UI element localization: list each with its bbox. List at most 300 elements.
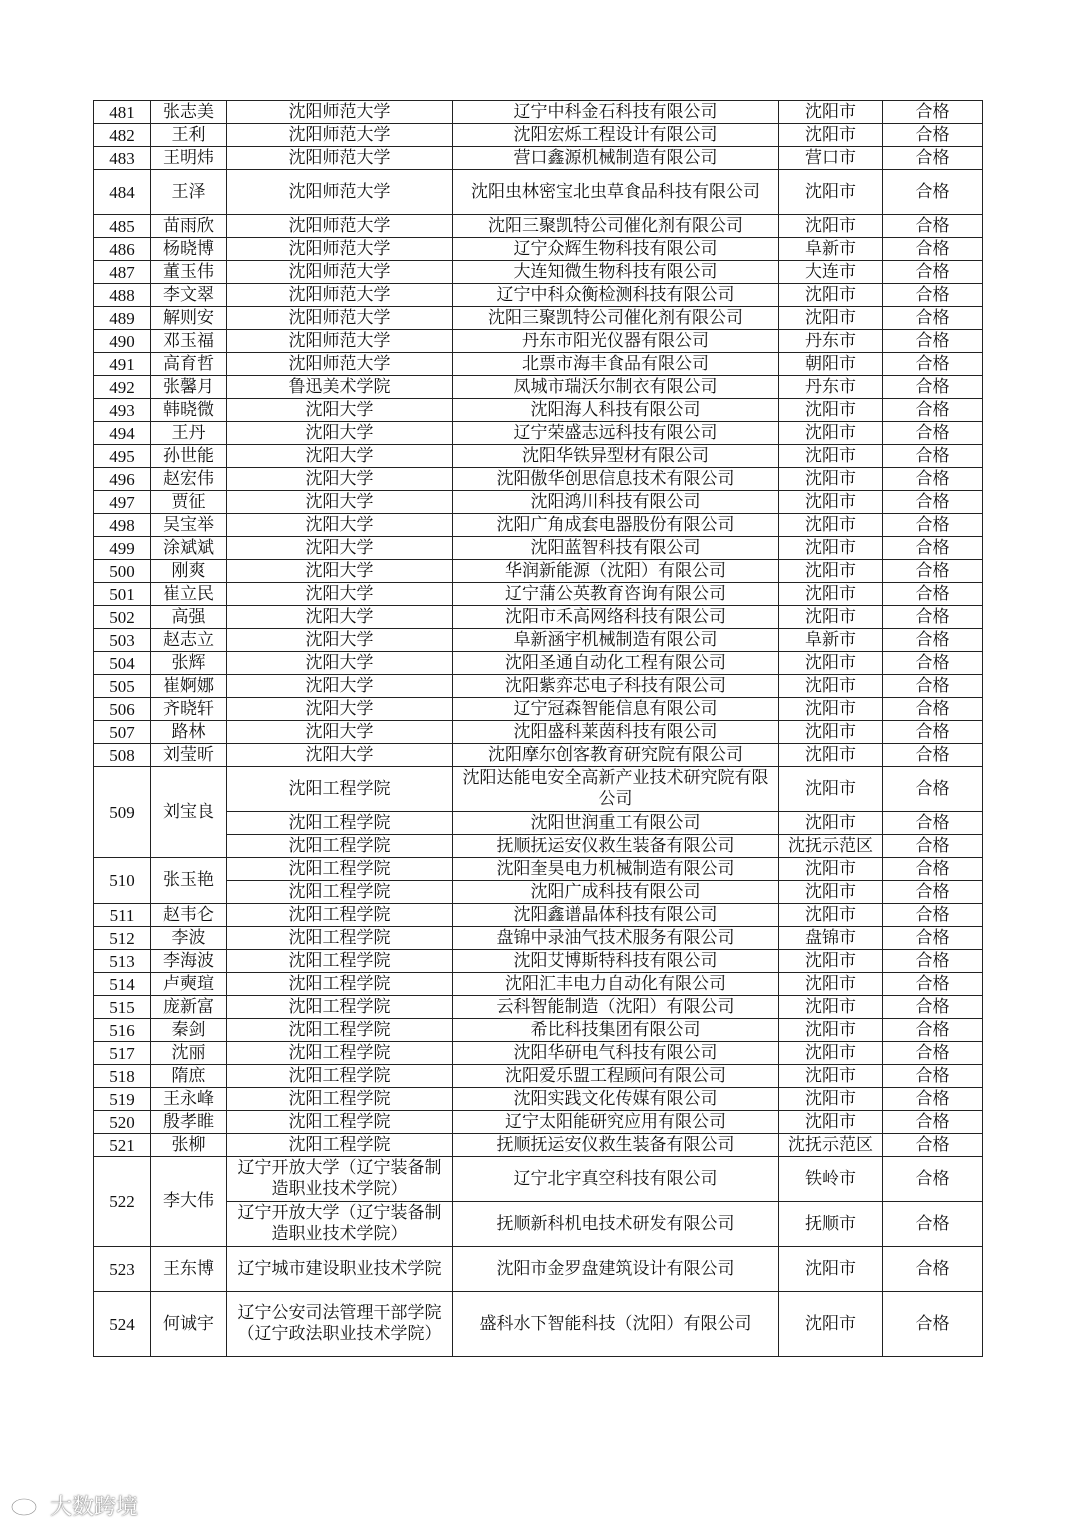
row-number: 524 [94,1292,151,1357]
person-name: 贾征 [151,491,227,514]
city-cell: 沈阳市 [779,904,883,927]
person-name: 王永峰 [151,1088,227,1111]
person-name: 刘莹昕 [151,744,227,767]
person-name: 李文翠 [151,284,227,307]
table-row [94,1019,983,1042]
city-cell: 沈阳市 [779,101,883,124]
result-cell: 合格 [883,858,983,881]
city-cell: 沈抚示范区 [779,1134,883,1157]
entry-523 [94,1247,983,1292]
table-row [94,767,983,812]
result-cell: 合格 [883,101,983,124]
city-cell: 沈阳市 [779,1019,883,1042]
company-cell: 盘锦中录油气技术服务有限公司 [453,927,779,950]
person-name: 何诚宇 [151,1292,227,1357]
city-cell: 沈阳市 [779,399,883,422]
company-cell: 大连知微生物科技有限公司 [453,261,779,284]
row-number: 501 [94,583,151,606]
table-row [94,147,983,170]
city-cell: 沈阳市 [779,284,883,307]
row-number: 484 [94,170,151,215]
table-row [94,1042,983,1065]
result-cell: 合格 [883,147,983,170]
city-cell: 沈阳市 [779,1065,883,1088]
school-cell: 辽宁城市建设职业技术学院 [227,1247,453,1292]
table-row [94,238,983,261]
person-name: 苗雨欣 [151,215,227,238]
result-cell: 合格 [883,215,983,238]
company-cell: 辽宁太阳能研究应用有限公司 [453,1111,779,1134]
city-cell: 丹东市 [779,376,883,399]
table-row [94,1111,983,1134]
result-cell: 合格 [883,1157,983,1202]
person-name: 隋庶 [151,1065,227,1088]
table-row [94,261,983,284]
school-cell: 沈阳工程学院 [227,1111,453,1134]
result-cell: 合格 [883,1247,983,1292]
school-cell: 沈阳工程学院 [227,1065,453,1088]
city-cell: 沈阳市 [779,881,883,904]
watermark [10,1490,138,1520]
result-cell: 合格 [883,629,983,652]
result-cell: 合格 [883,675,983,698]
person-name: 解则安 [151,307,227,330]
city-cell: 沈阳市 [779,812,883,835]
city-cell: 盘锦市 [779,927,883,950]
result-cell: 合格 [883,1088,983,1111]
row-number: 508 [94,744,151,767]
row-number: 515 [94,996,151,1019]
company-cell: 丹东市阳光仪器有限公司 [453,330,779,353]
city-cell: 沈阳市 [779,215,883,238]
table-row [94,858,983,881]
row-number: 514 [94,973,151,996]
company-cell: 沈阳华铁异型材有限公司 [453,445,779,468]
school-cell: 沈阳工程学院 [227,927,453,950]
company-cell: 沈阳三聚凯特公司催化剂有限公司 [453,307,779,330]
person-name: 张馨月 [151,376,227,399]
table-row [94,1088,983,1111]
result-cell: 合格 [883,307,983,330]
company-cell: 辽宁中科金石科技有限公司 [453,101,779,124]
row-number: 485 [94,215,151,238]
table-row [94,468,983,491]
person-name: 庞新富 [151,996,227,1019]
city-cell: 沈阳市 [779,560,883,583]
city-cell: 沈阳市 [779,583,883,606]
table-row [94,629,983,652]
school-cell: 辽宁开放大学（辽宁装备制造职业技术学院） [227,1157,453,1202]
person-name: 李波 [151,927,227,950]
school-cell: 沈阳师范大学 [227,330,453,353]
result-cell: 合格 [883,767,983,812]
roster-table [93,100,983,1357]
row-number: 488 [94,284,151,307]
table-row [94,904,983,927]
company-cell: 华润新能源（沈阳）有限公司 [453,560,779,583]
table-row [94,1247,983,1292]
row-number: 483 [94,147,151,170]
result-cell: 合格 [883,927,983,950]
school-cell: 沈阳工程学院 [227,881,453,904]
person-name: 路林 [151,721,227,744]
city-cell: 沈阳市 [779,1042,883,1065]
watermark-text: 大数跨境 [50,1494,139,1520]
person-name: 崔立民 [151,583,227,606]
school-cell: 沈阳工程学院 [227,1134,453,1157]
company-cell: 沈阳鑫谱晶体科技有限公司 [453,904,779,927]
city-cell: 沈阳市 [779,858,883,881]
row-number: 494 [94,422,151,445]
company-cell: 沈阳盛科莱茵科技有限公司 [453,721,779,744]
school-cell: 沈阳师范大学 [227,147,453,170]
school-cell: 沈阳大学 [227,583,453,606]
school-cell: 沈阳工程学院 [227,1042,453,1065]
row-number: 512 [94,927,151,950]
person-name: 王东博 [151,1247,227,1292]
table-row [94,996,983,1019]
company-cell: 沈阳蓝智科技有限公司 [453,537,779,560]
table-row [94,721,983,744]
school-cell: 沈阳大学 [227,445,453,468]
school-cell: 沈阳工程学院 [227,858,453,881]
company-cell: 沈阳市金罗盘建筑设计有限公司 [453,1247,779,1292]
table-row [94,124,983,147]
school-cell: 沈阳大学 [227,675,453,698]
school-cell: 沈阳大学 [227,399,453,422]
table-row [94,399,983,422]
result-cell: 合格 [883,1134,983,1157]
city-cell: 沈阳市 [779,1292,883,1357]
result-cell: 合格 [883,284,983,307]
row-number: 504 [94,652,151,675]
company-cell: 沈阳鸿川科技有限公司 [453,491,779,514]
school-cell: 沈阳大学 [227,744,453,767]
row-number: 493 [94,399,151,422]
school-cell: 沈阳师范大学 [227,101,453,124]
table-row [94,606,983,629]
row-number: 492 [94,376,151,399]
company-cell: 抚顺抚运安仪救生装备有限公司 [453,835,779,858]
person-name: 吴宝举 [151,514,227,537]
result-cell: 合格 [883,1292,983,1357]
company-cell: 辽宁北宇真空科技有限公司 [453,1157,779,1202]
row-number: 510 [94,858,151,904]
result-cell: 合格 [883,399,983,422]
company-cell: 辽宁冠森智能信息有限公司 [453,698,779,721]
result-cell: 合格 [883,996,983,1019]
table-row [94,101,983,124]
table-row [94,881,983,904]
school-cell: 沈阳大学 [227,652,453,675]
table-row [94,307,983,330]
result-cell: 合格 [883,973,983,996]
school-cell: 沈阳工程学院 [227,996,453,1019]
result-cell: 合格 [883,904,983,927]
company-cell: 云科智能制造（沈阳）有限公司 [453,996,779,1019]
city-cell: 沈阳市 [779,1088,883,1111]
person-name: 沈丽 [151,1042,227,1065]
row-number: 523 [94,1247,151,1292]
row-number: 505 [94,675,151,698]
city-cell: 沈阳市 [779,606,883,629]
row-number: 491 [94,353,151,376]
person-name: 王泽 [151,170,227,215]
city-cell: 阜新市 [779,238,883,261]
person-name: 刘宝良 [151,767,227,858]
city-cell: 沈阳市 [779,514,883,537]
person-name: 高育哲 [151,353,227,376]
row-number: 513 [94,950,151,973]
row-number: 520 [94,1111,151,1134]
school-cell: 沈阳大学 [227,698,453,721]
person-name: 高强 [151,606,227,629]
result-cell: 合格 [883,445,983,468]
result-cell: 合格 [883,1111,983,1134]
result-cell: 合格 [883,950,983,973]
roster-body-b [94,904,983,1157]
result-cell: 合格 [883,514,983,537]
row-number: 511 [94,904,151,927]
city-cell: 沈阳市 [779,675,883,698]
school-cell: 沈阳大学 [227,491,453,514]
company-cell: 沈阳圣通自动化工程有限公司 [453,652,779,675]
table-row [94,698,983,721]
school-cell: 沈阳师范大学 [227,215,453,238]
city-cell: 沈阳市 [779,950,883,973]
result-cell: 合格 [883,376,983,399]
person-name: 董玉伟 [151,261,227,284]
result-cell: 合格 [883,422,983,445]
result-cell: 合格 [883,721,983,744]
company-cell: 沈阳世润重工有限公司 [453,812,779,835]
row-number: 486 [94,238,151,261]
city-cell: 沈阳市 [779,767,883,812]
table-row [94,744,983,767]
school-cell: 沈阳大学 [227,560,453,583]
table-row [94,514,983,537]
row-number: 499 [94,537,151,560]
result-cell: 合格 [883,881,983,904]
person-name: 张志美 [151,101,227,124]
city-cell: 沈阳市 [779,468,883,491]
city-cell: 沈阳市 [779,973,883,996]
school-cell: 沈阳师范大学 [227,170,453,215]
company-cell: 沈阳汇丰电力自动化有限公司 [453,973,779,996]
row-number: 507 [94,721,151,744]
person-name: 张柳 [151,1134,227,1157]
city-cell: 沈阳市 [779,652,883,675]
company-cell: 营口鑫源机械制造有限公司 [453,147,779,170]
company-cell: 沈阳爱乐盟工程顾问有限公司 [453,1065,779,1088]
result-cell: 合格 [883,1019,983,1042]
result-cell: 合格 [883,468,983,491]
table-row [94,1292,983,1357]
result-cell: 合格 [883,238,983,261]
result-cell: 合格 [883,124,983,147]
city-cell: 沈阳市 [779,491,883,514]
table-row [94,583,983,606]
result-cell: 合格 [883,1065,983,1088]
city-cell: 沈阳市 [779,744,883,767]
person-name: 殷孝睢 [151,1111,227,1134]
school-cell: 沈阳师范大学 [227,307,453,330]
row-number: 490 [94,330,151,353]
city-cell: 沈阳市 [779,307,883,330]
person-name: 张辉 [151,652,227,675]
school-cell: 沈阳工程学院 [227,1019,453,1042]
result-cell: 合格 [883,1202,983,1247]
person-name: 邓玉福 [151,330,227,353]
school-cell: 沈阳工程学院 [227,812,453,835]
result-cell: 合格 [883,812,983,835]
city-cell: 丹东市 [779,330,883,353]
company-cell: 沈阳达能电安全高新产业技术研究院有限公司 [453,767,779,812]
result-cell: 合格 [883,583,983,606]
school-cell: 沈阳大学 [227,468,453,491]
person-name: 李大伟 [151,1157,227,1247]
person-name: 杨晓博 [151,238,227,261]
person-name: 赵韦仑 [151,904,227,927]
person-name: 赵志立 [151,629,227,652]
company-cell: 沈阳奎昊电力机械制造有限公司 [453,858,779,881]
school-cell: 沈阳师范大学 [227,124,453,147]
result-cell: 合格 [883,537,983,560]
person-name: 王利 [151,124,227,147]
weibo-logo-icon [10,1493,46,1517]
city-cell: 沈阳市 [779,1111,883,1134]
person-name: 王丹 [151,422,227,445]
person-name: 孙世能 [151,445,227,468]
city-cell: 沈阳市 [779,445,883,468]
table-row [94,560,983,583]
row-number: 496 [94,468,151,491]
row-number: 498 [94,514,151,537]
city-cell: 沈阳市 [779,170,883,215]
table-row [94,927,983,950]
table-row [94,445,983,468]
school-cell: 沈阳师范大学 [227,284,453,307]
result-cell: 合格 [883,170,983,215]
table-row [94,1065,983,1088]
person-name: 韩晓微 [151,399,227,422]
table-row [94,376,983,399]
row-number: 521 [94,1134,151,1157]
row-number: 500 [94,560,151,583]
city-cell: 抚顺市 [779,1202,883,1247]
row-number: 502 [94,606,151,629]
company-cell: 辽宁众辉生物科技有限公司 [453,238,779,261]
company-cell: 沈阳傲华创思信息技术有限公司 [453,468,779,491]
company-cell: 抚顺抚运安仪救生装备有限公司 [453,1134,779,1157]
person-name: 秦剑 [151,1019,227,1042]
company-cell: 北票市海丰食品有限公司 [453,353,779,376]
school-cell: 沈阳工程学院 [227,904,453,927]
person-name: 卢奭瑄 [151,973,227,996]
result-cell: 合格 [883,1042,983,1065]
city-cell: 铁岭市 [779,1157,883,1202]
school-cell: 沈阳工程学院 [227,973,453,996]
result-cell: 合格 [883,698,983,721]
school-cell: 沈阳大学 [227,537,453,560]
school-cell: 沈阳大学 [227,514,453,537]
person-name: 赵宏伟 [151,468,227,491]
table-row [94,950,983,973]
result-cell: 合格 [883,744,983,767]
result-cell: 合格 [883,652,983,675]
company-cell: 沈阳海人科技有限公司 [453,399,779,422]
school-cell: 沈阳师范大学 [227,261,453,284]
result-cell: 合格 [883,353,983,376]
school-cell: 沈阳师范大学 [227,238,453,261]
company-cell: 沈阳三聚凯特公司催化剂有限公司 [453,215,779,238]
person-name: 刚爽 [151,560,227,583]
table-row [94,170,983,215]
table-row [94,215,983,238]
row-number: 503 [94,629,151,652]
entry-524 [94,1292,983,1357]
row-number: 481 [94,101,151,124]
row-number: 506 [94,698,151,721]
person-name: 崔婀娜 [151,675,227,698]
result-cell: 合格 [883,835,983,858]
row-number: 497 [94,491,151,514]
school-cell: 沈阳大学 [227,721,453,744]
city-cell: 沈阳市 [779,996,883,1019]
row-number: 489 [94,307,151,330]
school-cell: 辽宁公安司法管理干部学院（辽宁政法职业技术学院） [227,1292,453,1357]
row-number: 487 [94,261,151,284]
company-cell: 盛科水下智能科技（沈阳）有限公司 [453,1292,779,1357]
result-cell: 合格 [883,491,983,514]
person-name: 王明炜 [151,147,227,170]
person-name: 张玉艳 [151,858,227,904]
result-cell: 合格 [883,606,983,629]
company-cell: 抚顺新科机电技术研发有限公司 [453,1202,779,1247]
entry-510 [94,858,983,904]
school-cell: 沈阳工程学院 [227,1088,453,1111]
row-number: 495 [94,445,151,468]
city-cell: 沈阳市 [779,537,883,560]
school-cell: 沈阳大学 [227,606,453,629]
row-number: 522 [94,1157,151,1247]
company-cell: 沈阳广成科技有限公司 [453,881,779,904]
table-row [94,652,983,675]
city-cell: 沈阳市 [779,1247,883,1292]
row-number: 509 [94,767,151,858]
table-row [94,1202,983,1247]
person-name: 齐晓轩 [151,698,227,721]
city-cell: 大连市 [779,261,883,284]
company-cell: 希比科技集团有限公司 [453,1019,779,1042]
school-cell: 沈阳师范大学 [227,353,453,376]
city-cell: 沈阳市 [779,124,883,147]
school-cell: 沈阳大学 [227,422,453,445]
school-cell: 沈阳大学 [227,629,453,652]
city-cell: 朝阳市 [779,353,883,376]
company-cell: 沈阳艾博斯特科技有限公司 [453,950,779,973]
table-row [94,422,983,445]
school-cell: 沈阳工程学院 [227,950,453,973]
city-cell: 营口市 [779,147,883,170]
company-cell: 辽宁蒲公英教育咨询有限公司 [453,583,779,606]
city-cell: 沈阳市 [779,422,883,445]
table-row [94,491,983,514]
row-number: 517 [94,1042,151,1065]
company-cell: 阜新涵宇机械制造有限公司 [453,629,779,652]
city-cell: 阜新市 [779,629,883,652]
company-cell: 沈阳实践文化传媒有限公司 [453,1088,779,1111]
